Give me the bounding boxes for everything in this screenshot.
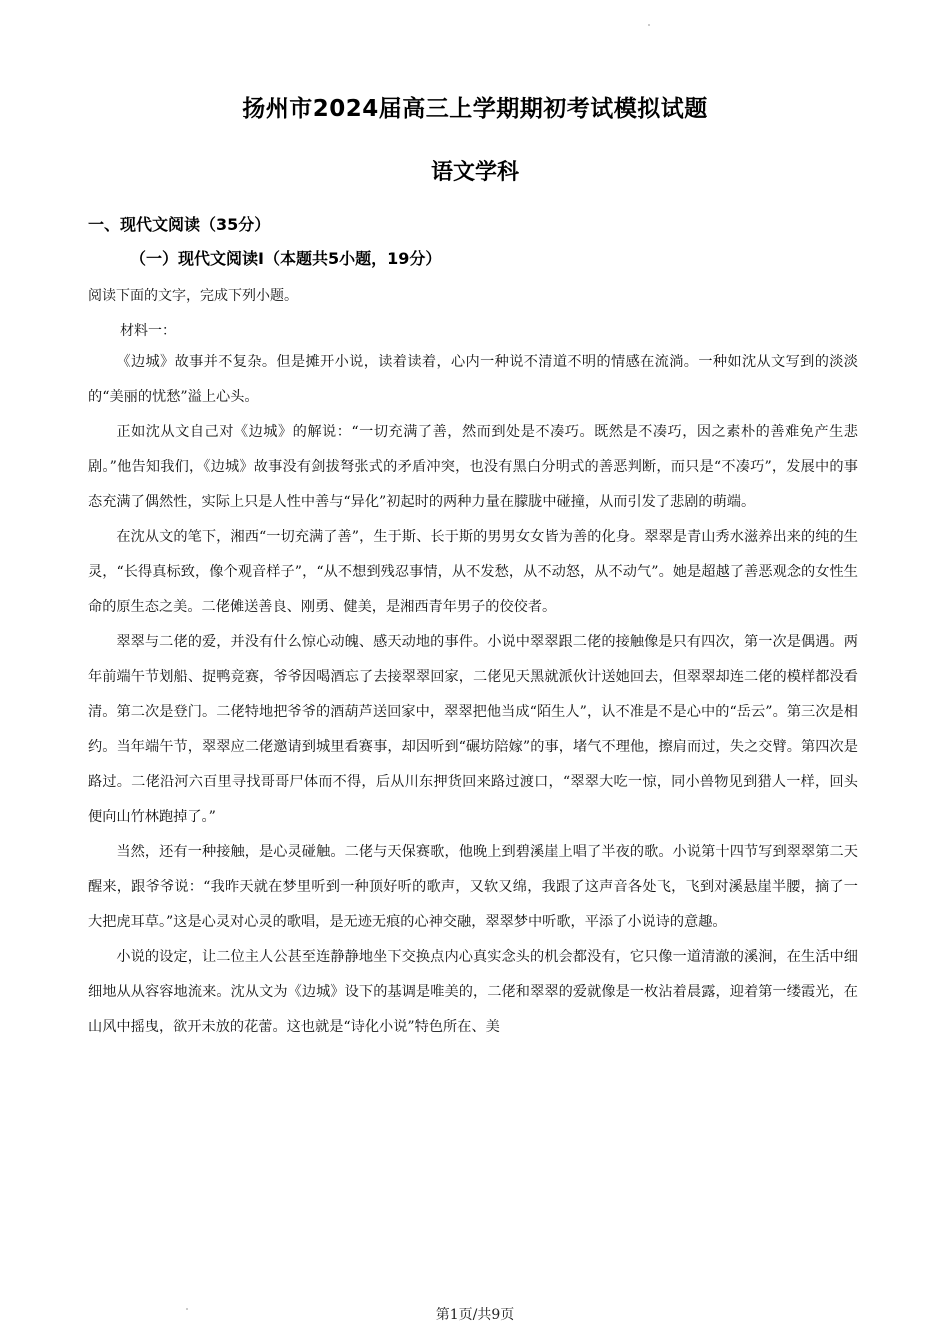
subsection-heading: （一）现代文阅读Ⅰ（本题共5小题，19分） <box>130 249 442 268</box>
passage-paragraph: 翠翠与二佬的爱，并没有什么惊心动魄、感天动地的事件。小说中翠翠跟二佬的接触像是只有四次，第一次是偶遇。两年前端午节划船、捉鸭竞赛，爷爷因喝酒忘了去接翠翠回家，二佬见天黑就派伙计送她回去，但翠翠却连二佬的模样都没看清。第二次是登门。二佬特地把爷爷的酒葫芦送回家中，翠翠把他当成“陌生人”，认不准是不是心中的“岳云”。第三次是相约。当年端午节，翠翠应二佬邀请到城里看赛事，却因听到“碾坊陪嫁”的事，堵气不理他，擦肩而过，失之交臂。第四次是路过。二佬沿河六百里寻找哥哥尸体而不得，后从川东押货回来路过渡口，“翠翠大吃一惊，同小兽物见到猎人一样，回头便向山竹林跑掉了。” <box>88 634 858 825</box>
reading-passage <box>88 345 858 1045</box>
section-heading: 一、现代文阅读（35分） <box>88 215 271 234</box>
exam-title: 扬州市2024届高三上学期期初考试模拟试题 <box>242 96 708 122</box>
subject-title: 语文学科 <box>430 160 519 185</box>
scan-speck <box>648 24 650 26</box>
passage-paragraph: 小说的设定，让二位主人公甚至连静静地坐下交换点内心真实念头的机会都没有，它只像一道清澈的溪涧，在生活中细细地从从容容地流来。沈从文为《边城》设下的基调是唯美的，二佬和翠翠的爱就像是一枚沾着晨露，迎着第一缕霞光，在山风中摇曳，欲开未放的花蕾。这也就是“诗化小说”特色所在、美 <box>88 949 858 1035</box>
page-number: 第1页/共9页 <box>435 1307 515 1323</box>
passage-paragraph: 当然，还有一种接触，是心灵碰触。二佬与天保赛歌，他晚上到碧溪崖上唱了半夜的歌。小说第十四节写到翠翠第二天醒来，跟爷爷说：“我昨天就在梦里听到一种顶好听的歌声，又软又绵，我跟了这声音各处飞，飞到对溪悬崖半腰，摘了一大把虎耳草。”这是心灵对心灵的歌唱，是无迹无痕的心神交融，翠翠梦中听歌，平添了小说诗的意趣。 <box>88 844 858 930</box>
material-label: 材料一： <box>120 323 176 339</box>
passage-paragraph: 《边城》故事并不复杂。但是摊开小说，读着读着，心内一种说不清道不明的情感在流淌。一种如沈从文写到的淡淡的“美丽的忧愁”溢上心头。 <box>88 354 858 405</box>
passage-paragraph: 正如沈从文自己对《边城》的解说：“一切充满了善，然而到处是不凑巧。既然是不凑巧，因之素朴的善难免产生悲剧。”他告知我们，《边城》故事没有剑拔弩张式的矛盾冲突，也没有黑白分明式的善恶判断，而只是“不凑巧”，发展中的事态充满了偶然性，实际上只是人性中善与“异化”初起时的两种力量在朦胧中碰撞，从而引发了悲剧的萌端。 <box>88 424 858 510</box>
passage-paragraph: 在沈从文的笔下，湘西“一切充满了善”，生于斯、长于斯的男男女女皆为善的化身。翠翠是青山秀水滋养出来的纯的生灵，“长得真标致，像个观音样子”，“从不想到残忍事情，从不发愁，从不动怒，从不动气”。她是超越了善恶观念的女性生命的原生态之美。二佬傩送善良、刚勇、健美，是湘西青年男子的佼佼者。 <box>88 529 858 615</box>
reading-instruction: 阅读下面的文字，完成下列小题。 <box>88 288 298 304</box>
